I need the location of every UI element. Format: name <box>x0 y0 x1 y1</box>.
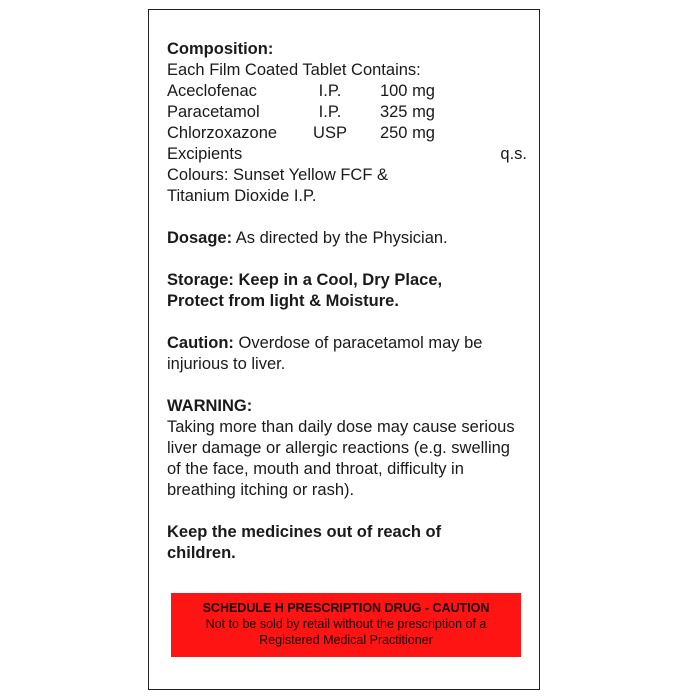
composition-section <box>167 39 527 207</box>
warning-line: liver damage or allergic reactions (e.g. swelling <box>167 439 510 457</box>
schedule-h-box <box>171 593 521 657</box>
storage-section <box>167 270 527 312</box>
storage-line: Storage: Keep in a Cool, Dry Place, <box>167 271 443 289</box>
caution-section <box>167 333 527 375</box>
schedule-h-line: Registered Medical Practitioner <box>259 633 433 647</box>
caution-label: Caution: <box>167 334 234 352</box>
dosage-label: Dosage: <box>167 229 233 247</box>
schedule-h-title: SCHEDULE H PRESCRIPTION DRUG - CAUTION <box>202 601 490 615</box>
keep-away-line: children. <box>167 544 236 562</box>
schedule-h-line: Not to be sold by retail without the prescription of a <box>205 617 487 631</box>
composition-heading: Composition: <box>167 40 274 58</box>
ingredient-standard: I.P. <box>318 103 342 121</box>
ingredient-standard: I.P. <box>318 82 342 100</box>
ingredient-name: Chlorzoxazone <box>167 124 278 142</box>
ingredient-row <box>167 102 527 123</box>
caution-text: Overdose of paracetamol may be <box>233 334 483 352</box>
colours-line: Colours: Sunset Yellow FCF & <box>167 166 389 184</box>
dosage-section <box>167 228 527 249</box>
label-content <box>167 39 527 564</box>
warning-line: Taking more than daily dose may cause serious <box>167 418 515 436</box>
keep-away-section <box>167 522 527 564</box>
ingredient-standard: USP <box>313 124 347 142</box>
ingredient-amount: 100 mg <box>379 82 435 100</box>
keep-away-line: Keep the medicines out of reach of <box>167 523 442 541</box>
warning-line: of the face, mouth and throat, difficulty in <box>167 460 464 478</box>
label-panel <box>148 9 540 690</box>
ingredient-row <box>167 81 527 102</box>
ingredient-amount: 325 mg <box>379 103 435 121</box>
storage-line: Protect from light & Moisture. <box>167 292 399 310</box>
excipients-label: Excipients <box>167 145 243 163</box>
warning-section <box>167 396 527 501</box>
excipients-amount: q.s. <box>500 145 527 163</box>
ingredient-name: Paracetamol <box>167 103 260 121</box>
warning-line: breathing itching or rash). <box>167 481 355 499</box>
colours-line: Titanium Dioxide I.P. <box>167 187 317 205</box>
dosage-text: As directed by the Physician. <box>232 229 448 247</box>
ingredient-amount: 250 mg <box>379 124 435 142</box>
ingredient-name: Aceclofenac <box>167 82 257 100</box>
ingredient-row <box>167 123 527 144</box>
warning-heading: WARNING: <box>167 397 253 415</box>
composition-intro: Each Film Coated Tablet Contains: <box>167 61 421 79</box>
excipients-row <box>167 144 527 165</box>
caution-line: injurious to liver. <box>167 355 286 373</box>
